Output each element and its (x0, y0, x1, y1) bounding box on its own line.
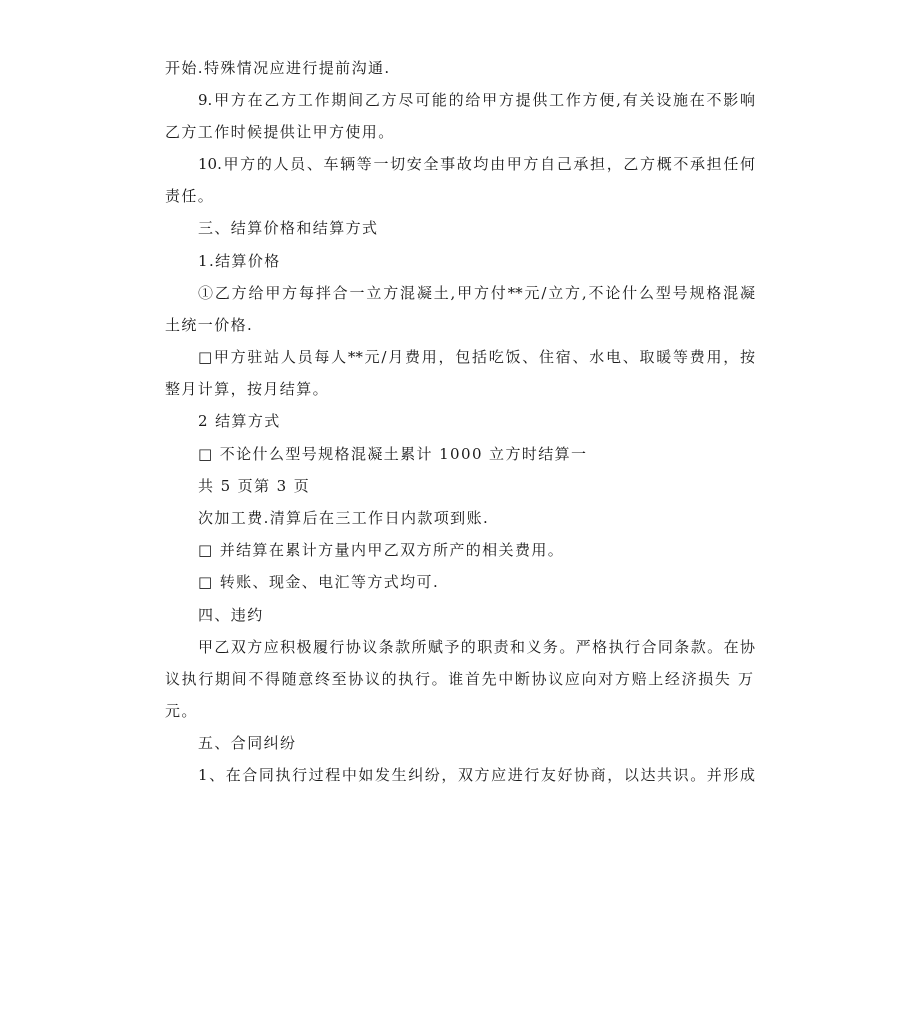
text-line: 9.甲方在乙方工作期间乙方尽可能的给甲方提供工作方便,有关设施在不影响 (198, 91, 755, 109)
text-line: □ 不论什么型号规格混凝土累计 1000 立方时结算一 (198, 445, 588, 463)
text-line: □ 并结算在累计方量内甲乙双方所产的相关费用。 (198, 541, 565, 559)
text-line: 1、在合同执行过程中如发生纠纷，双方应进行友好协商，以达共识。并形成 (198, 766, 755, 784)
text-line: 甲乙双方应积极履行协议条款所赋予的职责和义务。严格执行合同条款。在协 (198, 638, 755, 656)
text-line: 责任。 (165, 187, 215, 205)
text-line: ①乙方给甲方每拌合一立方混凝土,甲方付**元/立方,不论什么型号规格混凝 (198, 284, 755, 302)
text-line: □甲方驻站人员每人**元/月费用，包括吃饭、住宿、水电、取暖等费用，按 (198, 348, 755, 366)
section-heading: 三、结算价格和结算方式 (198, 219, 379, 237)
text-line: 次加工费.清算后在三工作日内款项到账. (198, 509, 490, 527)
section-heading: 四、违约 (198, 606, 264, 624)
text-line: 议执行期间不得随意终至协议的执行。谁首先中断协议应向对方赔上经济损失 万 (165, 670, 753, 688)
page-number: 共 5 页第 3 页 (198, 477, 311, 495)
text-line: 土统一价格. (165, 316, 254, 334)
text-line: 开始.特殊情况应进行提前沟通. (165, 59, 391, 77)
text-line: □ 转账、现金、电汇等方式均可. (198, 573, 440, 591)
subsection-heading: 1.结算价格 (198, 252, 281, 270)
text-line: 乙方工作时候提供让甲方使用。 (165, 123, 395, 141)
text-line: 10.甲方的人员、车辆等一切安全事故均由甲方自己承担，乙方概不承担任何 (198, 155, 755, 173)
text-line: 元。 (165, 702, 198, 720)
text-line: 整月计算，按月结算。 (165, 380, 330, 398)
section-heading: 五、合同纠纷 (198, 734, 297, 752)
subsection-heading: 2 结算方式 (198, 412, 281, 430)
